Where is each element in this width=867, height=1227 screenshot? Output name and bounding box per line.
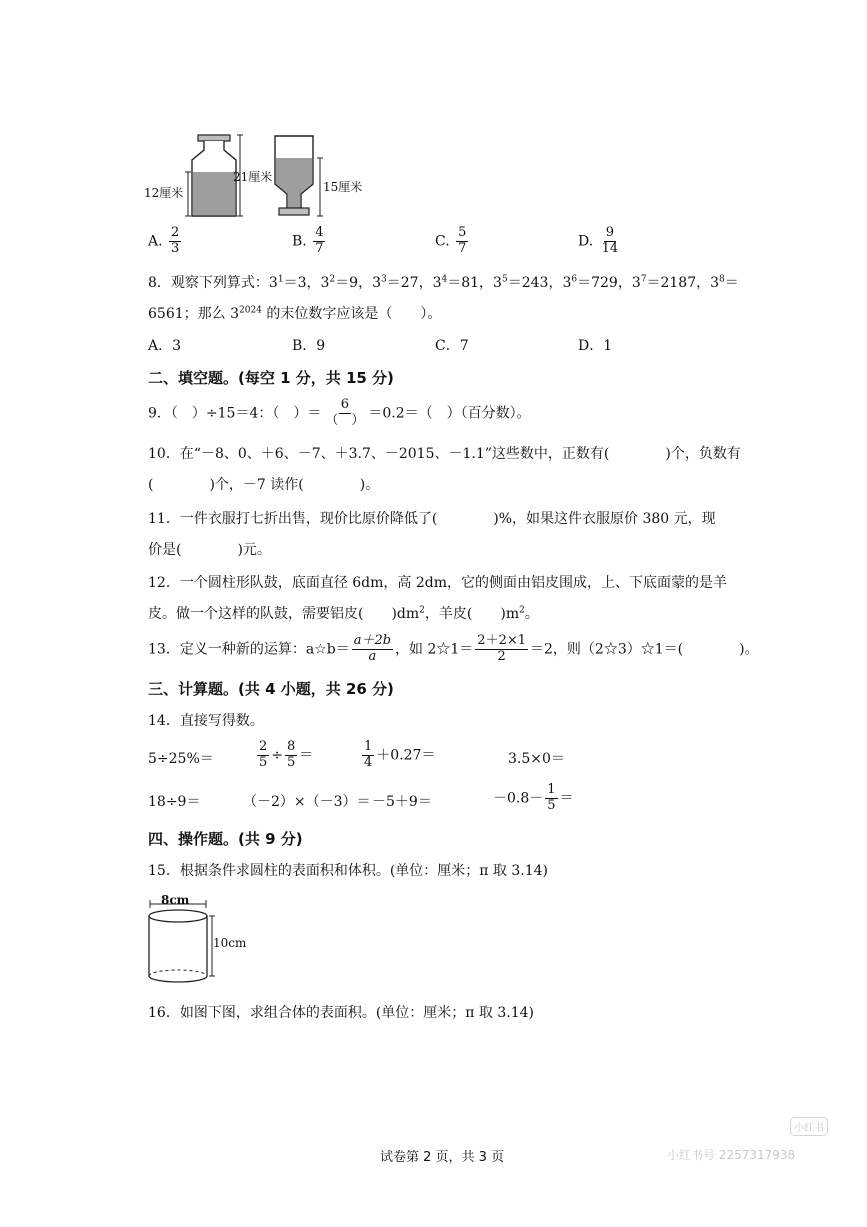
q11-line2: 价是( )元。 <box>148 542 271 558</box>
bottle-right-height-label: 15厘米 <box>323 180 363 194</box>
q14-r1-c2: $\frac{2}{5}$ ÷ $\frac{8}{5}$ ＝ <box>259 739 314 770</box>
q13: 13．定义一种新的运算：a☆b＝ $\frac{a+2b}{a}$ ，如 2☆1＝ $\frac{2+2\times 1}{2}$ ＝2，则（2☆3）☆1＝( )。 <box>148 633 759 664</box>
q7-option-b: B. $\frac{4}{7}$ <box>292 225 324 256</box>
section-3-heading: 三、计算题。(共 4 小题，共 26 分) <box>148 680 394 698</box>
q12-line1: 12．一个圆柱形队鼓，底面直径 6dm，高 2dm，它的侧面由铝皮围成，上、下底面蒙的是羊 <box>148 575 728 591</box>
watermark-logo: 小红书 <box>790 1117 828 1136</box>
q14-r1-c1: 5÷25%＝ <box>148 751 214 767</box>
q8-option-d: D．1 <box>578 338 613 354</box>
q8-option-c: C．7 <box>435 338 469 354</box>
q10-line2: ( )个，－7 读作( )。 <box>148 477 380 493</box>
q8-option-b: B．9 <box>292 338 326 354</box>
q8-line2: 6561；那么 $3^{2024}$ 的末位数字应该是（ ）。 <box>148 305 442 322</box>
q10-line1: 10．在“－8、0、＋6、－7、＋3.7、－2015、－1.1”这些数中，正数有( )个，负数有 <box>148 446 741 462</box>
q11-line1: 11．一件衣服打七折出售，现价比原价降低了( )%，如果这件衣服原价 380 元，现 <box>148 511 716 527</box>
q9: 9．（ ）÷15＝4：（ ）＝ $\frac{6}{( )}$ ＝0.2＝（ ）（百分数）。 <box>148 397 531 428</box>
bottle-left-total-height-label: 21厘米 <box>233 170 273 184</box>
cylinder-height-label: 10cm <box>213 936 247 950</box>
q14-r2-c1: 18÷9＝ <box>148 794 201 810</box>
q14-r1-c3: $\frac{1}{4}$ ＋0.27＝ <box>364 739 436 770</box>
q14-title: 14．直接写得数。 <box>148 713 264 729</box>
cylinder-diameter-label: 8cm <box>161 893 190 907</box>
q15-text: 15．根据条件求圆柱的表面积和体积。(单位：厘米；π 取 3.14) <box>148 863 549 879</box>
page-footer: 试卷第 2 页，共 3 页 <box>380 1150 505 1165</box>
q14-r2-c4: －0.8－ $\frac{1}{5}$ ＝ <box>493 782 574 813</box>
watermark-id: 小红书号 2257317938 <box>667 1148 796 1162</box>
q7-option-c: C. $\frac{5}{7}$ <box>435 225 467 256</box>
section-4-heading: 四、操作题。(共 9 分) <box>148 830 303 848</box>
q14-r2-c3: －5＋9＝ <box>372 794 432 810</box>
q14-r1-c4: 3.5×0＝ <box>508 751 565 767</box>
q7-option-d: D. $\frac{9}{14}$ <box>578 225 619 256</box>
q8-line1: 8．观察下列算式：$3^1=3$，$3^2=9$，$3^3=27$，$3^4=81$，$3^5=243$，$3^6=729$，$3^7=2187$，$3^8=$ <box>148 274 739 291</box>
q12-line2: 皮。做一个这样的队鼓，需要铝皮( )$dm^2$，羊皮( )$m^2$。 <box>148 605 539 622</box>
q7-option-a: A. $\frac{2}{3}$ <box>148 225 180 256</box>
q14-r2-c2: （－2）×（－3）＝ <box>243 794 371 810</box>
q8-option-a: A．3 <box>148 338 182 354</box>
q16-text: 16．如图下图，求组合体的表面积。(单位：厘米；π 取 3.14) <box>148 1005 535 1021</box>
section-2-heading: 二、填空题。(每空 1 分，共 15 分) <box>148 369 394 387</box>
bottle-left-height-label: 12厘米 <box>144 186 184 200</box>
